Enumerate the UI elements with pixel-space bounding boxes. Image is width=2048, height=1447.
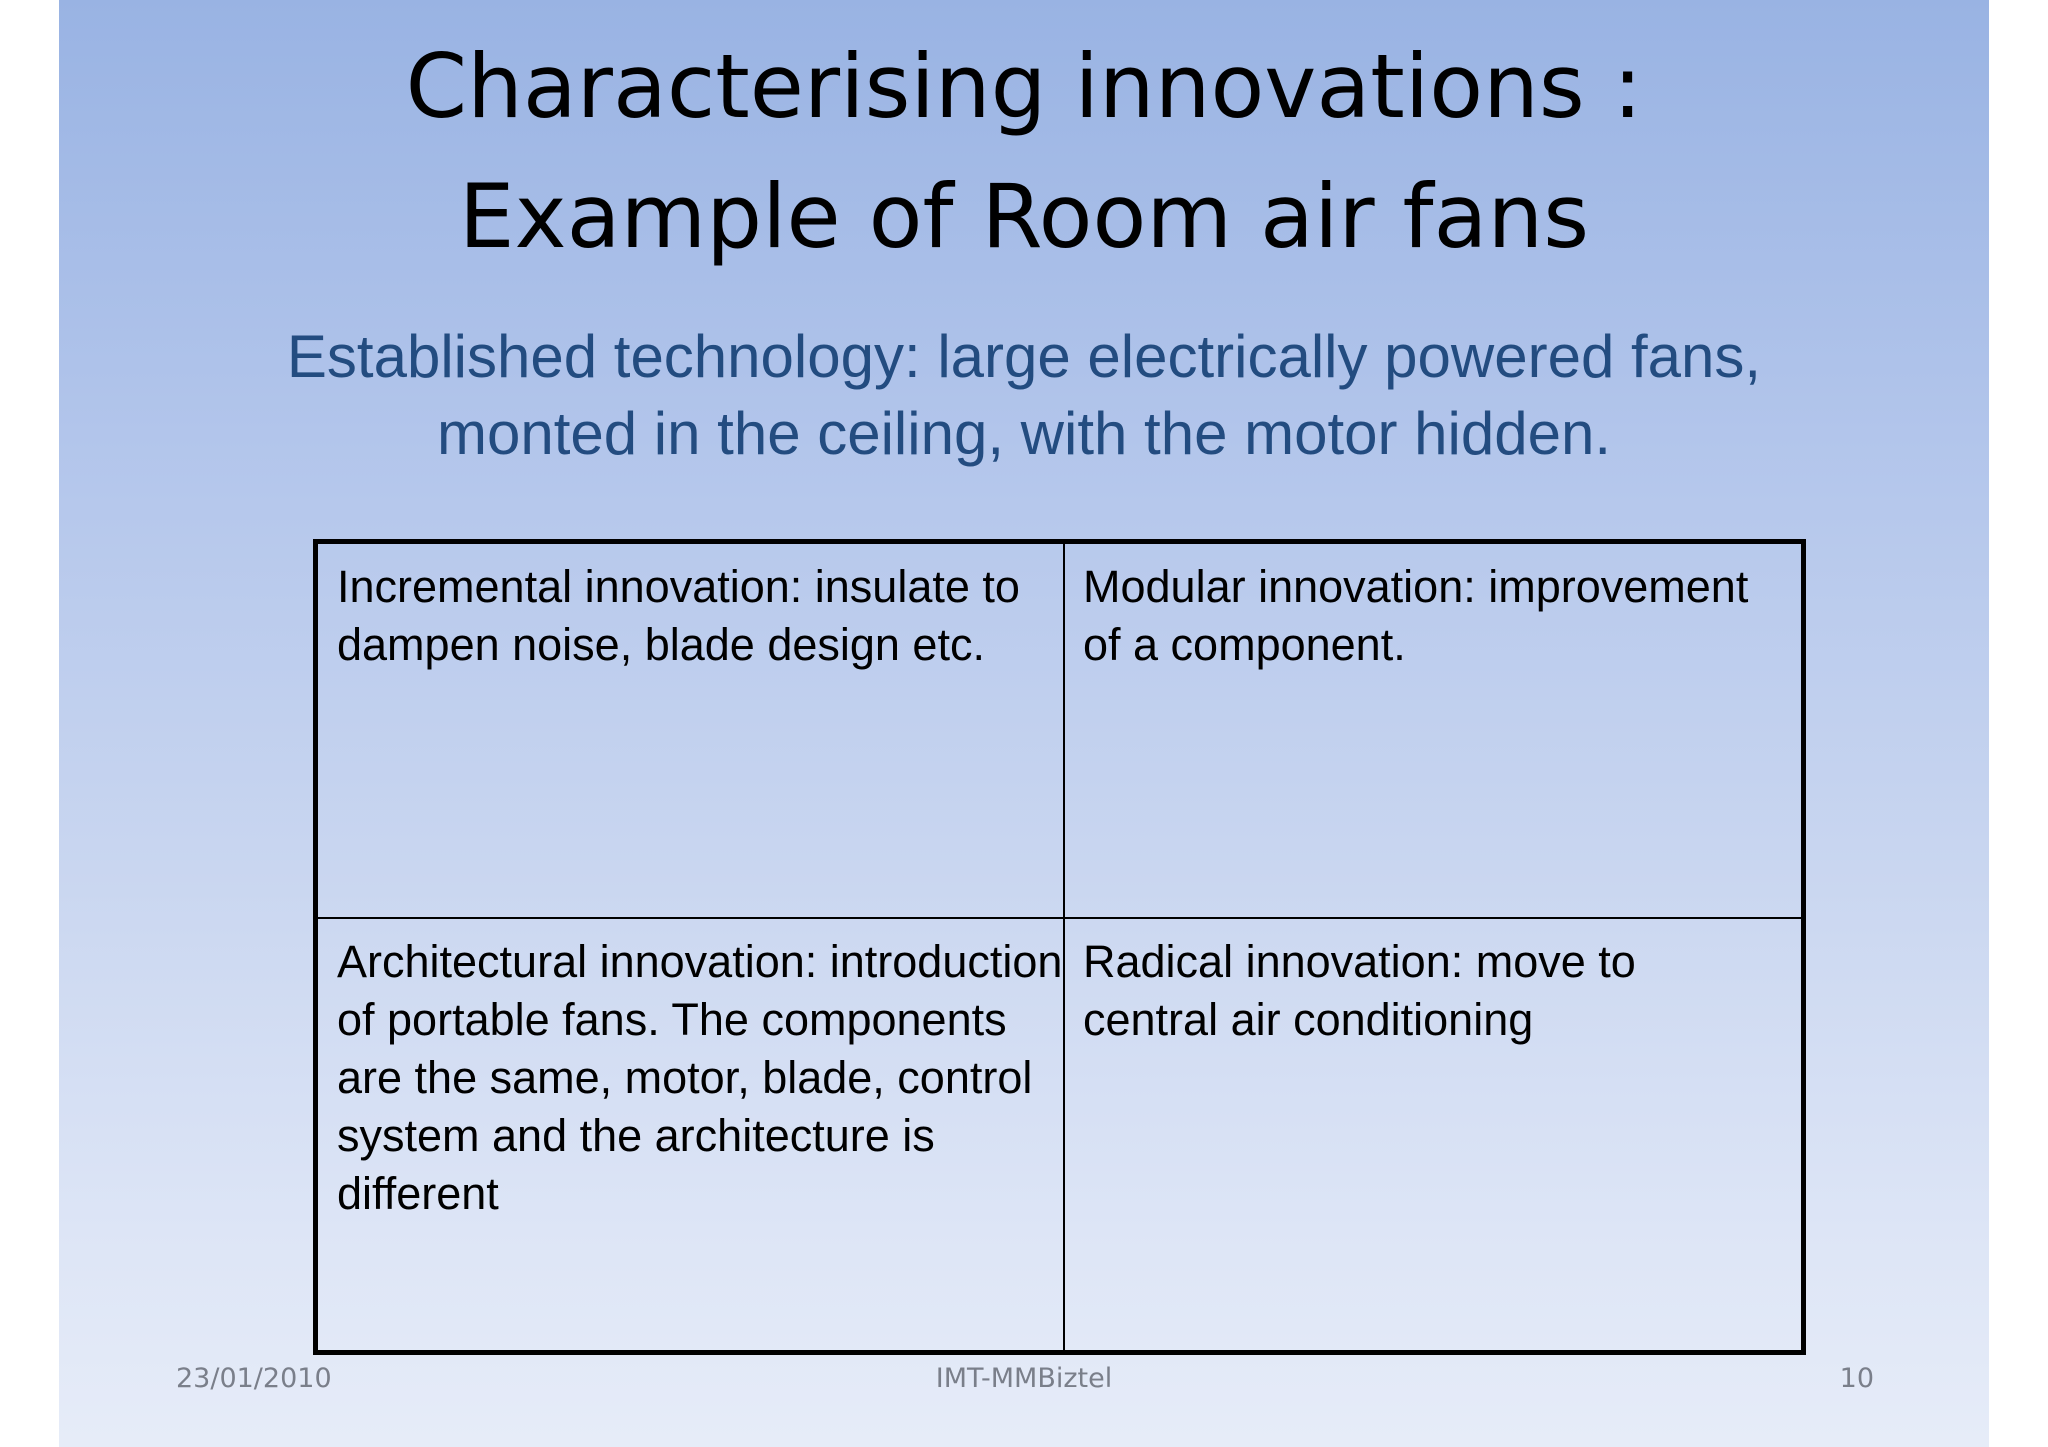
innovation-matrix	[313, 539, 1806, 1355]
footer-page-number: 10	[1839, 1363, 1874, 1394]
footer-center-text: IMT-MMBiztel	[935, 1363, 1113, 1394]
slide-subtitle: Established technology: large electrically powered fans, monted in the ceiling, with the motor hidden.	[286, 323, 1762, 467]
matrix-horizontal-divider	[318, 917, 1801, 919]
title-line-1: Characterising innovations :	[405, 35, 1643, 138]
slide-title	[59, 22, 1989, 282]
title-line-2: Example of Room air fans	[458, 165, 1590, 268]
matrix-cell-architectural: Architectural innovation: introduction of portable fans. The components are the same, motor, blade, control system and the architecture is different	[337, 936, 1063, 1219]
matrix-cell-radical: Radical innovation: move to central air conditioning	[1083, 936, 1636, 1045]
matrix-cell-incremental: Incremental innovation: insulate to dampen noise, blade design etc.	[337, 561, 1020, 670]
slide	[59, 0, 1989, 1447]
footer-date: 23/01/2010	[176, 1363, 332, 1394]
matrix-cell-modular: Modular innovation: improvement of a component.	[1083, 561, 1749, 670]
